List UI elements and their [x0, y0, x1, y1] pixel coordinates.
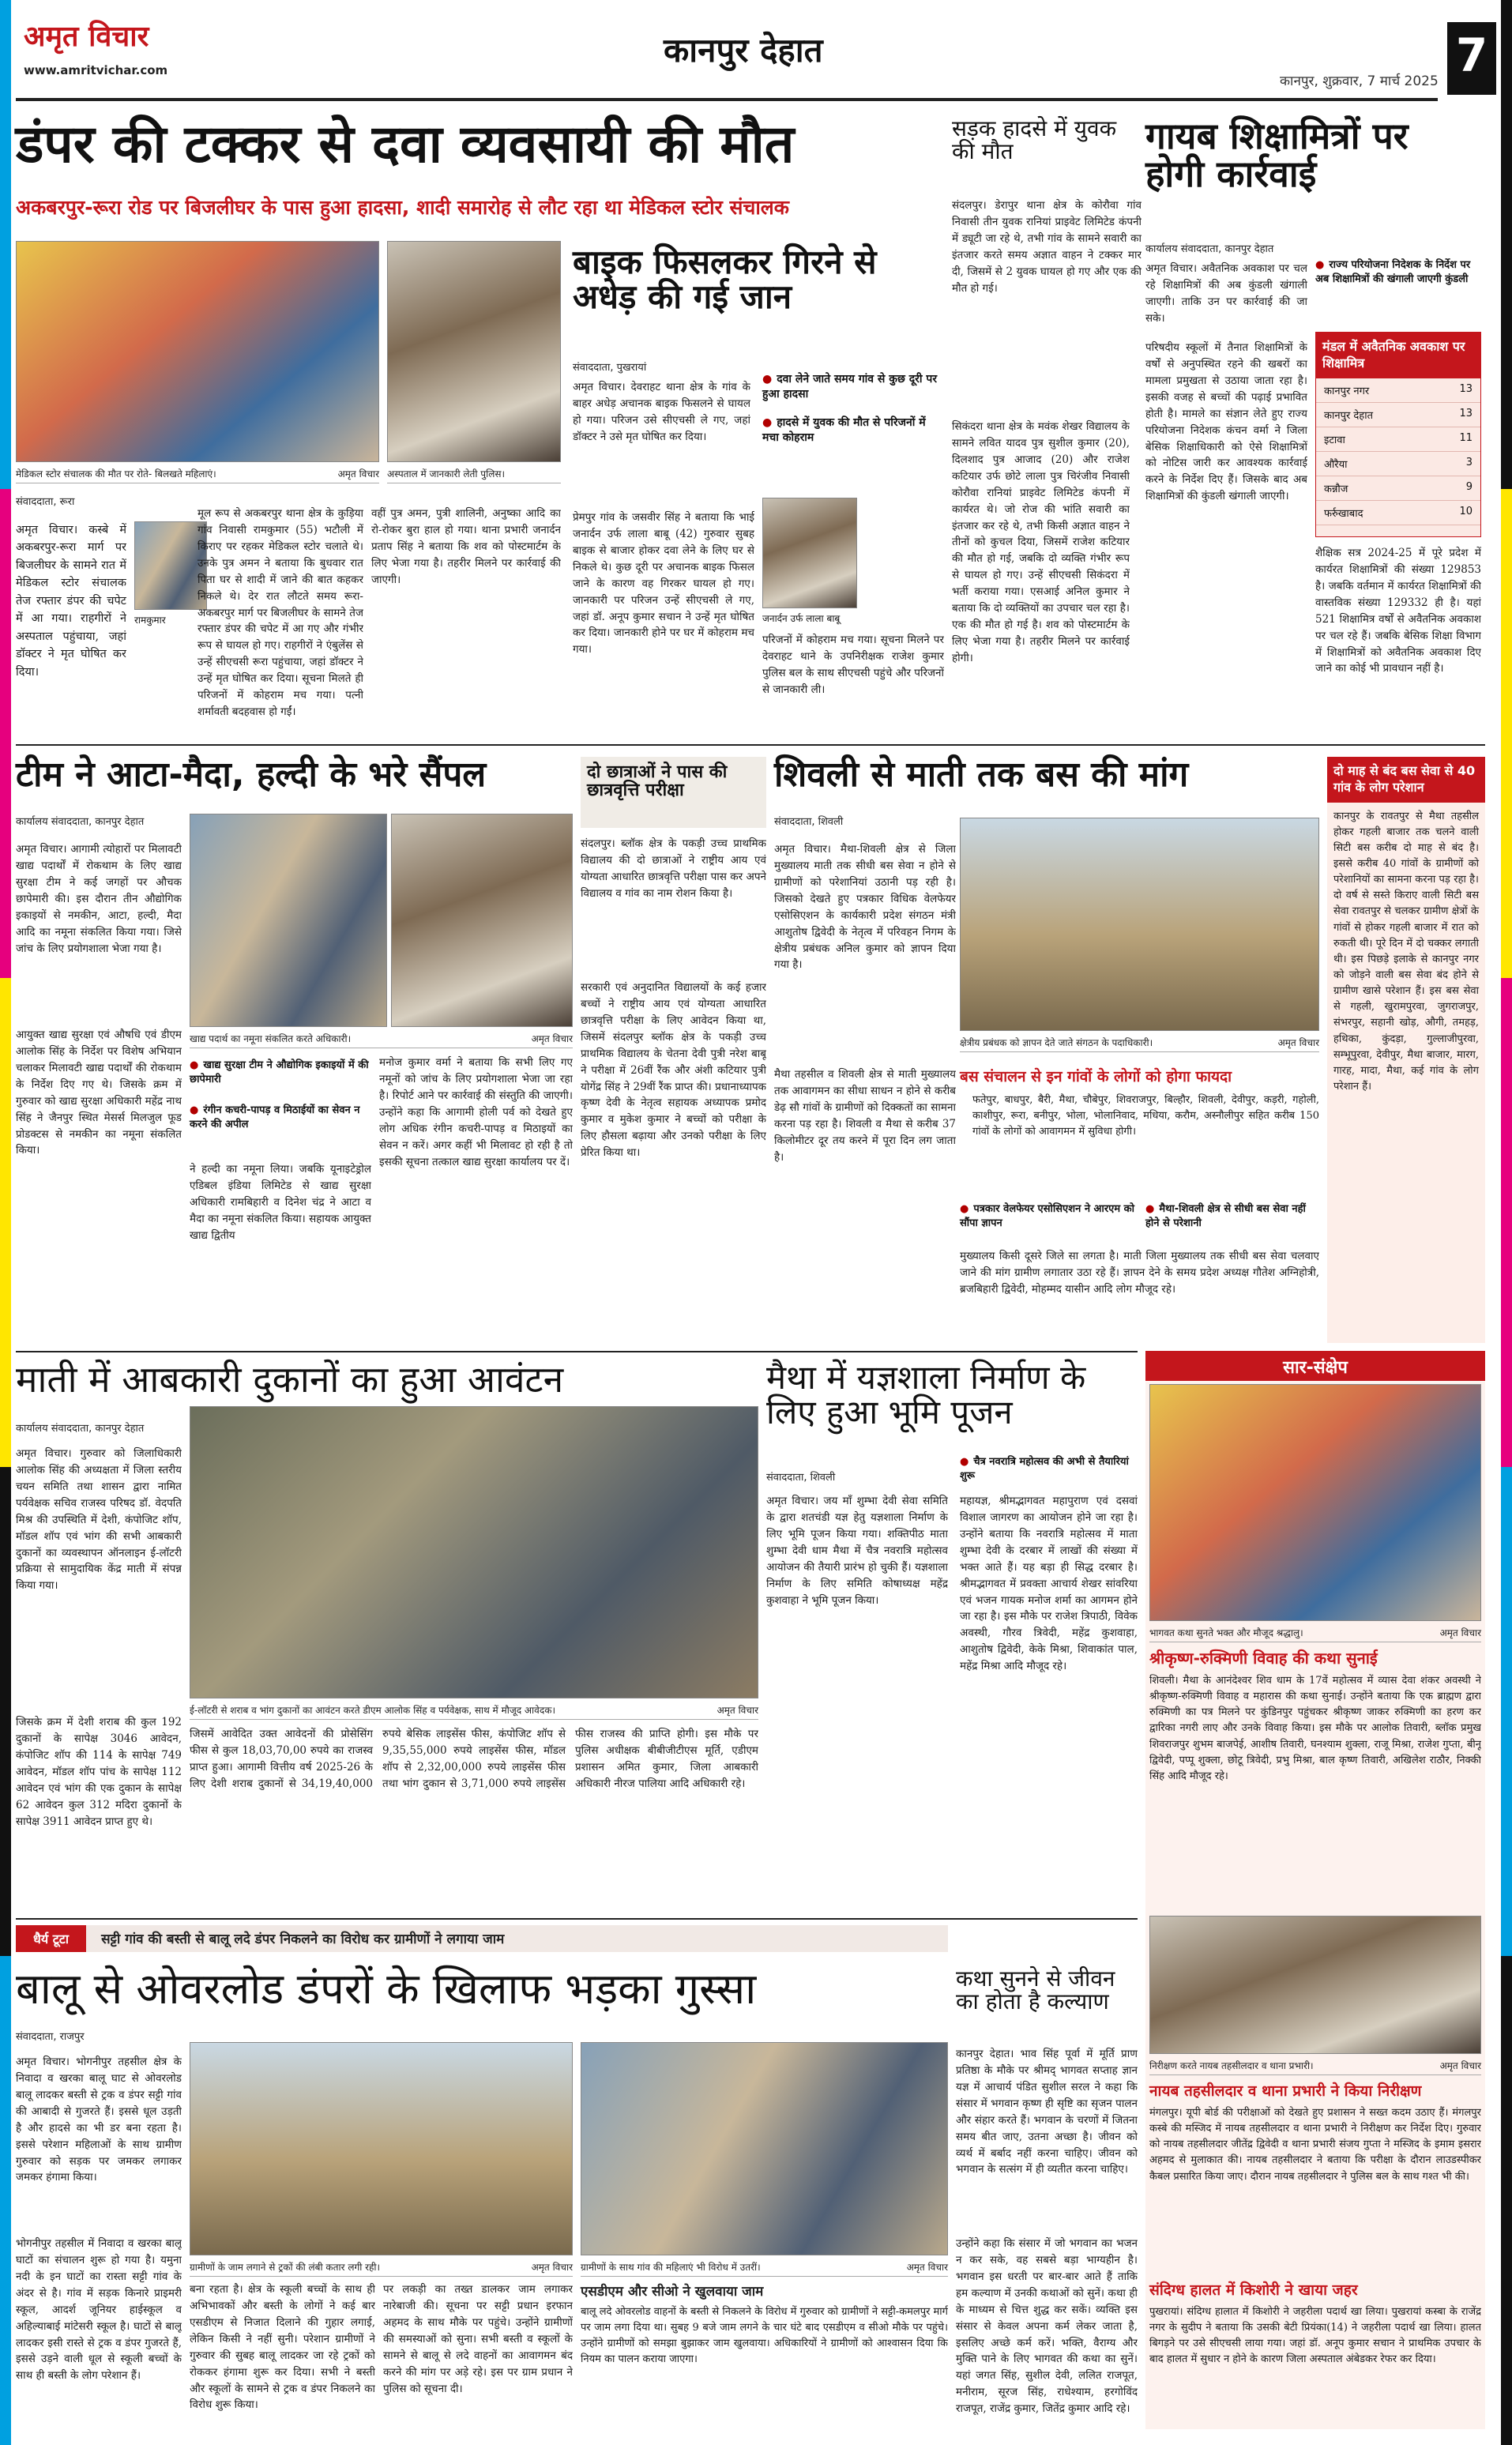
- lead-para-3: वहीं पुत्र अमन, पुत्री शालिनी, अनुष्का आदि का रो-रोकर बुरा हाल हो गया। थाना प्रभारी जनार्दन प्रताप सिंह ने बताया कि शव को पोस्टमार्टम के लिए भेजा गया है। तहरीर मिलने पर कार्रवाई की जाएगी।: [371, 507, 561, 586]
- sand-para-1: अमृत विचार। भोगनीपुर तहसील क्षेत्र के निवादा व खरका बालू घाट से ओवरलोड बालू लादकर बस्ती से ट्रक व डंपर सट्टी गांव की आबादी से गुजरते हैं। इससे धूल उड़ती है और हादसे का भी डर बना रहता है। इससे परेशान महिलाओं के साथ ग्रामीण गुरुवार को सड़क पर जमकर लगाकर जमकर हंगामा किया।: [16, 2056, 182, 2184]
- saar-caption-1-credit: अमृत विचार: [1439, 1627, 1481, 1638]
- sand-headline: बालू से ओवरलोड डंपरों के खिलाफ भड़का गुस्सा: [16, 1964, 757, 2014]
- excise-caption-text: ई-लॉटरी से शराब व भांग दुकानों का आवंटन करते डीएम आलोक सिंह व पर्यवेक्षक, साथ में मौजूद आवेदक।: [190, 1705, 555, 1716]
- sand-photo-1: [190, 2042, 573, 2255]
- katha-para-2: उन्होंने कहा कि संसार में जो भगवान का भजन न कर सके, वह सबसे बड़ा भाग्यहीन है। भगवान इस धरती पर बार-बार आते हैं ताकि हम कल्याण में उनकी कथाओं को सुनें। कथा ही के माध्यम से चित्त शुद्ध कर सकें। व्यक्ति इस संसार से केवल अपना कर्म लेकर जाता है, इसलिए अच्छे कर्म करें। भक्ति, वैराग्य और मुक्ति पाने के लिए भागवत की कथा का सुनें। यहां जगत सिंह, सुशील देवी, ललित राजपूत, मनीराम, सूरज सिंह, राधेश्याम, हरगोविंद राजपूत, राजेंद्र कुमार, जितेंद्र कुमार आदि रहे।: [956, 2237, 1138, 2416]
- bike-para-2b: परिजनों में कोहराम मच गया। सूचना मिलने पर देवराहट थाने के उपनिरीक्षक राजेश कुमार पुलिस बल के साथ सीएचसी पहुंचे और परिजनों से जानकारी ली।: [762, 634, 944, 696]
- lead-subhead: अकबरपुर-रूरा रोड पर बिजलीघर के पास हुआ हादसा, शादी समारोह से लौट रहा था मेडिकल स्टोर संचालक: [16, 196, 789, 219]
- shiksha-district: इटावा: [1324, 434, 1345, 446]
- sand-para-2: भोगनीपुर तहसील में निवादा व खरका बालू घाटों का संचालन शुरू हो गया है। यमुना नदी के इन घाटों का रास्ता सट्टी गांव के अंदर से है। गांव में सड़क किनारे प्राइमरी स्कूल, आदर्श जूनियर हाईस्कूल व अहिल्याबाई मांटेसरी स्कूल है। घाटों से बालू लादकर इसी रास्ते से ट्रक व डंपर गुजरते हैं, इससे उड़ने वाली धूल से स्कूली बच्चों के साथ ही बस्ती के लोग परेशान हैं।: [16, 2237, 182, 2383]
- sand-photo-2-caption: [581, 2258, 948, 2277]
- lead-para-2: मूल रूप से अकबरपुर थाना क्षेत्र के कुड़िया गांव निवासी रामकुमार (55) भटौली में किराए पर रहकर मेडिकल स्टोर चलाते थे। उनके पुत्र अमन ने बताया कि बुधवार रात पिता घर से शादी में जाने की बात कहकर निकले थे। देर रात लौटते समय रूरा-अकबरपुर मार्ग पर बिजलीघर के सामने तेज रफ्तार डंपर की चपेट में आ गए और गंभीर रूप से घायल हो गए। राहगीरों ने एंबुलेंस से उन्हें सीएचसी रूरा पहुंचाया, जहां डॉक्टर ने उन्हें मृत घोषित कर दिया। सूचना मिलते ही परिजनों में कोहराम मच गया। पत्नी शर्मावती बदहवास हो गईं।: [197, 507, 363, 719]
- scholar-headline: दो छात्राओं ने पास की छात्रवृत्ति परीक्षा: [587, 762, 728, 801]
- lead-photo-caption: [16, 465, 379, 483]
- shiksha-byline: कार्यालय संवाददाता, कानपुर देहात: [1145, 243, 1274, 255]
- bus-para-2: मैथा तहसील व शिवली क्षेत्र से माती मुख्यालय तक आवागमन का सीधा साधन न होने से करीब डेढ़ सौ गांवों के ग्रामीणों को दिक्कतों का सामना करना पड़ रहा है। शिवली व मैथा से करीब 37 किलोमीटर दूर तय करने में पूरा दिन लग जाता है।: [774, 1068, 956, 1164]
- bus-caption-credit: अमृत विचार: [1277, 1037, 1319, 1048]
- shiksha-district: कन्नौज: [1324, 483, 1348, 495]
- team-caption-text: खाद्य पदार्थ का नमूना संकलित करते अधिकारी।: [190, 1033, 352, 1044]
- road-para-2: सिकंदरा थाना क्षेत्र के मवंक शेखर विद्यालय के सामने लवित यादव पुत्र सुशील कुमार (20), दिलशाद पुत्र आजाद (20) और राजेश कटियार उर्फ छोटे लाला पुत्र चिरंजीव निवासी कोरौवा रानियां प्राइवेट लिमिटेड कंपनी में कार्यरत थे। जो रोज की भांति सवारी का इंतजार कर रहे थे, तभी किसी अज्ञात वाहन ने तीनों को कुचल दिया, जिसमें राजेश कटियार की मौत हो गई, जबकि दो व्यक्ति गंभीर रूप से घायल हो गए। उन्हें सीएचसी सिकंदरा में भर्ती कराया गया। एसआई अनिल कुमार ने बताया कि दो व्यक्तियों का उपचार चल रहा है। एक की मौत हो गई है। शव को पोस्टमार्टम के लिए भेजा गया है। तहरीर मिलने पर कार्रवाई होगी।: [952, 420, 1130, 664]
- shiksha-count: 10: [1459, 505, 1473, 517]
- saar-story-3-text: पुखरायां। संदिग्ध हालात में किशोरी ने जहरीला पदार्थ खा लिया। पुखरायां कस्बा के राजेंद्र नगर के सुदीप ने बताया कि उसकी बेटी प्रियंका(14) ने जहरीला पदार्थ खा लिया। हालत बिगड़ने पर उसे सीएचसी लाया गया। जहां डॉ. अनूप कुमार सचान ने प्राथमिक उपचार के बाद हालत में सुधार न होने के कारण जिला अस्पताल अंबेडकर रेफर कर दिया।: [1149, 2306, 1481, 2366]
- hospital-caption-text: अस्पताल में जानकारी लेती पुलिस।: [387, 468, 505, 480]
- sand-kicker-headline: सट्टी गांव की बस्ती से बालू लदे डंपर निकलने का विरोध कर ग्रामीणों ने लगाया जाम: [101, 1932, 505, 1947]
- excise-para-1: अमृत विचार। गुरुवार को जिलाधिकारी आलोक सिंह की अध्यक्षता में जिला स्तरीय चयन समिति तथा शासन द्वारा नामित पर्यवेक्षक सचिव राजस्व परिषद डॉ. वेदपति मिश्र की उपस्थिति में देशी, कंपोजिट शॉप, मॉडल शॉप एवं भांग की सभी आबकारी दुकानों का व्यवस्थापन ऑनलाइन ई-लॉटरी प्रक्रिया से सामुदायिक केंद्र माती में संपन्न किया गया।: [16, 1447, 182, 1593]
- sand-caption-2-text: ग्रामीणों के साथ गांव की महिलाएं भी विरोध में उतरीं।: [581, 2262, 761, 2273]
- bus-bullet-1: ● पत्रकार वेलफेयर एसोसिएशन ने आरएम को सौंपा ज्ञापन: [960, 1201, 1138, 1229]
- shiksha-para-3: शैक्षिक सत्र 2024-25 में पूरे प्रदेश में कार्यरत शिक्षामित्रों की संख्या 129853 है। जबकि वर्तमान में कार्यरत शिक्षामित्रों की वास्तविक संख्या 129332 ही है। यहां 521 शिक्षामित्र वर्षों से अवैतनिक अवकाश पर चल रहे हैं। जबकि बेसिक शिक्षा विभाग में शिक्षामित्रों को अवैतनिक अवकाश दिए जाने का कोई भी प्रावधान नहीं है।: [1315, 547, 1481, 675]
- shiksha-para-2: परिषदीय स्कूलों में तैनात शिक्षामित्रों के वर्षों से अनुपस्थित रहने की खबरों का मामला प्रमुखता से उठाया जाता रहा है। इसकी वजह से बच्चों की पढ़ाई प्रभावित होती है। मामले का संज्ञान लेते हुए राज्य परियोजना निदेशक कंचन वर्मा ने जिला बेसिक शिक्षाधिकारी को ऐसे शिक्षामित्रों को नोटिस जारी कर आवश्यक कार्रवाई करने के निर्देश दिए हैं। जिसके बाद अब शिक्षामित्रों की कुंडली खंगाली जाएगी।: [1145, 341, 1307, 503]
- sand-para-3: बना रहता है। क्षेत्र के स्कूली बच्चों के साथ ही अभिभावकों और बस्ती के लोगों ने कई बार एसडीएम से निजात दिलाने की गुहार लगाई, लेकिन किसी ने नहीं सुनी। परेशान ग्रामीणों ने गुरुवार की सुबह बालू लादकर जा रहे ट्रकों को रोककर हंगामा शुरू कर दिया। सभी ने बस्ती और स्कूलों के सामने से ट्रक व डंपर निकलने का विरोध शुरू किया।: [190, 2283, 375, 2412]
- shiksha-headline: गायब शिक्षामित्रों पर होगी कार्रवाई: [1145, 115, 1409, 196]
- shiksha-table-row: [1316, 452, 1480, 476]
- lead-portrait: [134, 521, 207, 610]
- section-rule-1: [16, 744, 1485, 746]
- yagya-para-2: महायज्ञ, श्रीमद्भागवत महापुराण एवं दसवां विशाल जागरण का आयोजन होने जा रहा है। उन्होंने बताया कि नवरात्रि महोत्सव में माता शुम्भा देवी के दरबार में लाखों की संख्या में भक्त आते हैं। यह बड़ा ही सिद्ध दरबार है। श्रीमद्भागवत में प्रवक्ता आचार्य शेखर सांवरिया एवं भजन गायक मनोज शर्मा का आगमन होने जा रहा है। इस मौके पर राजेश त्रिपाठी, विवेक अवस्थी, गौरव त्रिवेदी, महेंद्र कुशवाहा, आशुतोष द्विवेदी, केके मिश्रा, शिवाकांत पाल, महेंद्र मिश्रा आदि मौजूद रहे।: [960, 1495, 1138, 1673]
- shiksha-district: कानपुर देहात: [1324, 409, 1373, 422]
- sand-caption-1-credit: अमृत विचार: [531, 2262, 573, 2273]
- yagya-para-1: अमृत विचार। जय माँ शुम्भा देवी सेवा समिति के द्वारा शतचंडी यज्ञ हेतु यज्ञशाला निर्माण के लिए भूमि पूजन किया गया। शक्तिपीठ माता शुम्भा देवी धाम मैथा में चैत्र नवरात्रि महोत्सव आयोजन की तैयारी प्रारंभ हो चुकी हैं। यज्ञशाला निर्माण के लिए समिति कोषाध्यक्ष महेंद्र कुशवाहा ने भूमि पूजन किया।: [766, 1495, 948, 1607]
- shiksha-table-row: [1316, 501, 1480, 525]
- shiksha-district: कानपुर नगर: [1324, 385, 1370, 397]
- sand-photo-2: [581, 2042, 948, 2255]
- bus-villages-box: [960, 1063, 1319, 1193]
- shiksha-count: 13: [1459, 382, 1473, 395]
- team-bullet-2: ● रंगीन कचरी-पापड़ व मिठाईयों का सेवन न करने की अपील: [190, 1102, 371, 1130]
- excise-para-3: जिसमें आवेदित उक्त आवेदनों की प्रोसेसिंग फीस से कुल 18,03,70,00 रुपये का राजस्व प्राप्त हुआ। आगामी वित्तीय वर्ष 2025-26 के लिए देशी शराब दुकानों से 34,19,40,000 रुपये बेसिक लाइसेंस फीस, कंपोजिट शॉप से 9,35,55,000 रुपये लाइसेंस फीस, मॉडल शॉप से 2,32,00,000 रुपये लाइसेंस फीस तथा भांग दुकान से 3,71,000 रुपये लाइसेंस फीस राजस्व की प्राप्ति होगी। इस मौके पर पुलिस अधीक्षक बीबीजीटीएस मूर्ति, एडीएम प्रशासन अमित कुमार, जिला आबकारी अधिकारी नीरज पालिया आदि अधिकारी रहे।: [190, 1728, 758, 1790]
- team-headline: टीम ने आटा-मैदा, हल्दी के भरे सैंपल: [16, 754, 487, 795]
- team-para-2: आयुक्त खाद्य सुरक्षा एवं औषधि एवं डीएम आलोक सिंह के निर्देश पर विशेष अभियान चलाकर मिलावटी खाद्य पदार्थों की रोकथाम के निर्देश दिए गए थे। जिसके क्रम में गुरुवार को खाद्य सुरक्षा अधिकारी महेंद्र नाथ सिंह ने जैनपुर स्थित मेसर्स मिलजुल फूड प्रोडक्टस से नमकीन का नमूना संकलित किया।: [16, 1029, 182, 1157]
- lead-para-1: अमृत विचार। कस्बे में अकबरपुर-रूरा मार्ग पर बिजलीघर के सामने रात में मेडिकल स्टोर संचालक तेज रफ्तार डंपर की चपेट में आ गया। राहगीरों ने अस्पताल पहुंचाया, जहां डॉक्टर ने मृत घोषित कर दिया।: [16, 524, 126, 679]
- saar-story-2-text: मंगलपुर। यूपी बोर्ड की परीक्षाओं को देखते हुए प्रशासन ने सख्त कदम उठाए हैं। मंगलपुर कस्बे की मस्जिद में नायब तहसीलदार व थाना प्रभारी ने निरीक्षण कर निर्देश दिए। गुरुवार को नायब तहसीलदार जीतेंद्र द्विवेदी व थाना प्रभारी संजय गुप्ता ने मस्जिद के इमाम इसरार अहमद से मुलाकात की। नायब तहसीलदार ने बताया कि परीक्षा के दौरान लाउडस्पीकर कैबल प्रसारित किया जाए। दौरान नायब तहसीलदार ने पुलिस बल के साथ गश्त भी की।: [1149, 2107, 1481, 2183]
- lead-byline: संवाददाता, रूरा: [16, 496, 75, 508]
- shiksha-table-row: [1316, 403, 1480, 427]
- bus-para-1: अमृत विचार। मैथा-शिवली क्षेत्र से जिला मुख्यालय माती तक सीधी बस सेवा न होने से ग्रामीणों को परेशानियां उठानी पड़ रही है। जिसको देखते हुए पत्रकार विधिक वेलफेयर एसोसिएशन के कार्यकारी प्रदेश संगठन मंत्री आशुतोष द्विवेदी के नेतृत्व में परिवहन निगम के क्षेत्रीय प्रबंधक अनिल कुमार को ज्ञापन दिया गया है।: [774, 843, 956, 972]
- sand-box-text: बालू लदे ओवरलोड वाहनों के बस्ती से निकलने के विरोध में गुरुवार को ग्रामीणों ने सट्टी-कमलपुर मार्ग पर जाम लगा दिया था। सुबह 9 बजे जाम लगने के चार घंटे बाद एसडीएम व सीओ मौके पर पहुंचे। उन्होंने ग्रामीणों को समझा बुझाकर जाम खुलवाया। अधिकारियों ने ग्रामीणों को आश्वासन दिया कि नियम का पालन कराया जाएगा।: [581, 2306, 948, 2366]
- shiksha-bullet-1: ● राज्य परियोजना निदेशक के निर्देश पर अब शिक्षामित्रों की खंगाली जाएगी कुंडली: [1315, 257, 1481, 285]
- bike-bullet-1: ● दवा लेने जाते समय गांव से कुछ दूरी पर हुआ हादसा: [762, 371, 944, 401]
- road-bullet-1: ● हादसे में युवक की मौत से परिजनों में मचा कोहराम: [762, 415, 944, 445]
- scholar-para-2: सरकारी एवं अनुदानित विद्यालयों के कई हजार बच्चों ने राष्ट्रीय आय एवं योग्यता आधारित छात्रवृत्ति परीक्षा के लिए आवेदन किया था, जिसमें संदलपुर ब्लॉक क्षेत्र के पकड़ी उच्च प्राथमिक विद्यालय के चेतना देवी पुत्री नरेश बाबू ने परीक्षा में 26वीं रैंक और अंशी कटियार पुत्री योगेंद्र सिंह ने 29वीं रैंक प्राप्त की। प्रधानाध्यापक कृष्ण देवी के नेतृत्व सहायक अध्यापक प्रमोद कुमार व मुकेश कुमार ने बच्चों को परीक्षा के लिए हौसला बढ़ाया और उनको परीक्षा के लिए प्रेरित किया था।: [581, 981, 766, 1160]
- lead-caption-text: मेडिकल स्टोर संचालक की मौत पर रोते- बिलखते महिलाएं।: [16, 468, 216, 480]
- sand-byline: संवाददाता, राजपुर: [16, 2031, 85, 2043]
- saar-story-1-text: शिवली। मैथा के आनंदेश्वर शिव धाम के 17वें महोत्सव में व्यास देवा शंकर अवस्थी ने श्रीकृष्ण-रुक्मिणी विवाह व महारास की कथा सुनाई। उन्होंने बताया कि एक ब्राह्मण द्वारा रुक्मिणी का पत्र मिलने पर कुंडिनपुर पहुंचकर श्रीकृष्ण जाकर रुक्मिणी का हरण कर द्वारिका नगरी लाए और उनके विवाह किया। इस मौके पर आलोक तिवारी, ब्लॉक प्रमुख शिवराजपुर शुभम बाजपेई, आशीष तिवारी, घनश्याम शुक्ला, राजू मिश्रा, राजेश गुप्ता, बीनू द्विवेदी, पप्पू शुक्ला, छोटू त्रिवेदी, प्रभु मिश्रा, बाल कृष्ण तिवारी, अखिलेश राठौर, निक्की सिंह आदि मौजूद रहे।: [1149, 1675, 1481, 1782]
- bike-headline: बाइक फिसलकर गिरने से अधेड़ की गई जान: [573, 243, 877, 317]
- section-title: कानपुर देहात: [664, 31, 823, 70]
- registration-rail-left: [0, 0, 11, 2445]
- team-photo-1: [190, 814, 387, 1027]
- saar-caption-1-text: भागवत कथा सुनते भक्त और मौजूद श्रद्धालु।: [1149, 1627, 1303, 1638]
- masthead-rule: [16, 98, 1438, 101]
- sand-kicker-bar: [16, 1925, 948, 1952]
- sand-caption-1-text: ग्रामीणों के जाम लगाने से ट्रकों की लंबी कतार लगी रही।: [190, 2262, 381, 2273]
- yagya-bullet-1: ● चैत्र नवरात्रि महोत्सव की अभी से तैयारियां शुरू: [960, 1454, 1138, 1482]
- bike-portrait: [762, 498, 857, 608]
- team-photo-2: [391, 814, 573, 1027]
- excise-byline: कार्यालय संवाददाता, कानपुर देहात: [16, 1423, 145, 1435]
- sand-box-title: एसडीएम और सीओ ने खुलवाया जाम: [581, 2284, 764, 2300]
- shiksha-table-row: [1316, 476, 1480, 501]
- team-para-3: मनोज कुमार वर्मा ने बताया कि सभी लिए गए नमूनों को जांच के लिए प्रयोगशाला भेजा जा रहा है। रिपोर्ट आने पर कार्रवाई की संस्तुति की जाएगी। उन्होंने कहा कि आगामी होली पर्व को देखते हुए लोग अधिक रंगीन कचरी-पापड़ व मिठाइयों का सेवन न करें। अगर कहीं भी मिलावट हो रही है तो इसकी सूचना तत्काल खाद्य सुरक्षा कार्यालय पर दें।: [379, 1056, 573, 1168]
- bus-box-title: बस संचालन से इन गांवों के लोगों को होगा फायदा: [960, 1068, 1232, 1085]
- masthead-date: कानपुर, शुक्रवार, 7 मार्च 2025: [1280, 73, 1439, 89]
- side-bus-title: दो माह से बंद बस सेवा से 40 गांव के लोग परेशान: [1327, 757, 1485, 803]
- shiksha-count: 3: [1465, 456, 1473, 468]
- road-para-1: संदलपुर। डेरापुर थाना क्षेत्र के कोरौवा गांव निवासी तीन युवक रानियां प्राइवेट लिमिटेड कंपनी में ड्यूटी जा रहे थे, तभी गांव के सामने सवारी का इंतजार करते समय अज्ञात वाहन ने टक्कर मार दी, जिसमें से 2 युवक घायल हो गए और एक की मौत हो गई।: [952, 199, 1142, 295]
- masthead-logo: अमृत विचार: [24, 21, 149, 53]
- road-headline: सड़क हादसे में युवक की मौत: [952, 115, 1117, 165]
- scholar-para-1: संदलपुर। ब्लॉक क्षेत्र के पकड़ी उच्च प्राथमिक विद्यालय की दो छात्राओं ने राष्ट्रीय आय एवं योग्यता आधारित छात्रवृत्ति परीक्षा पास कर अपने विद्यालय व गांव का नाम रोशन किया है।: [581, 837, 766, 900]
- saar-photo-1: [1149, 1384, 1481, 1621]
- shiksha-table-box: [1315, 332, 1481, 537]
- scholar-box: [581, 757, 766, 828]
- hospital-photo: [387, 241, 561, 462]
- excise-photo: [190, 1406, 758, 1698]
- saar-photo-2-caption: [1149, 2056, 1481, 2075]
- bus-byline: संवाददाता, शिवली: [774, 816, 844, 828]
- lead-portrait-caption: रामकुमार: [134, 615, 166, 626]
- saar-banner: सार-संक्षेप: [1145, 1351, 1485, 1381]
- shiksha-count: 9: [1465, 480, 1473, 493]
- bike-byline: संवाददाता, पुखरायां: [573, 362, 647, 374]
- excise-headline: माती में आबकारी दुकानों का हुआ आवंटन: [16, 1358, 564, 1401]
- team-byline: कार्यालय संवाददाता, कानपुर देहात: [16, 816, 145, 828]
- bus-para-3: मुख्यालय किसी दूसरे जिले सा लगता है। माती जिला मुख्यालय तक सीधी बस सेवा चलवाए जाने की मांग ग्रामीण लगातार उठा रहे हैं। ज्ञापन देने के समय प्रदेश अध्यक्ष गौतेश अग्निहोत्री, ब्रजबिहारी द्विवेदी, मोहम्मद यासीन आदि लोग मौजूद रहे।: [960, 1250, 1319, 1296]
- lead-caption-credit: अमृत विचार: [337, 468, 379, 480]
- saar-story-3-title: संदिग्ध हालत में किशोरी ने खाया जहर: [1149, 2281, 1358, 2299]
- excise-photo-caption: [190, 1701, 758, 1720]
- sand-para-4: पर लकड़ी का तख्त डालकर जाम लगाकर नारेबाजी की। सूचना पर सट्टी प्रधान इरफान अहमद के साथ मौके पर पहुंचे। उन्होंने ग्रामीणों की समस्याओं को सुना। सभी बस्ती व स्कूलों के सामने से बालू से लदे वाहनों का आवागमन बंद करने की मांग पर अड़े रहे। इस पर ग्राम प्रधान ने पुलिस को सूचना दी।: [383, 2283, 573, 2395]
- katha-headline: कथा सुनने से जीवन का होता है कल्याण: [956, 1965, 1115, 2015]
- saar-photo-1-caption: [1149, 1623, 1481, 1642]
- team-photo-caption: [190, 1029, 573, 1048]
- bus-caption-text: क्षेत्रीय प्रबंधक को ज्ञापन देते जाते संगठन के पदाधिकारी।: [960, 1037, 1153, 1048]
- team-caption-credit: अमृत विचार: [531, 1033, 573, 1044]
- shiksha-district: औरैया: [1324, 458, 1348, 471]
- saar-story-1-title: श्रीकृष्ण-रुक्मिणी विवाह की कथा सुनाई: [1149, 1649, 1378, 1668]
- shiksha-district: फर्रुखाबाद: [1324, 507, 1363, 520]
- masthead-website[interactable]: www.amritvichar.com: [24, 63, 168, 77]
- page-number: 7: [1447, 22, 1496, 95]
- lead-headline: डंपर की टक्कर से दवा व्यवसायी की मौत: [16, 114, 795, 175]
- shiksha-table-title: मंडल में अवैतनिक अवकाश पर शिक्षामित्र: [1316, 333, 1480, 378]
- bus-headline: शिवली से माती तक बस की मांग: [774, 754, 1189, 795]
- excise-para-2: जिसके क्रम में देशी शराब की कुल 192 दुकानों के सापेक्ष 3046 आवेदन, कंपोजिट शॉप की 114 के सापेक्ष 749 आवेदन, मॉडल शॉप पांच के सापेक्ष 112 आवेदन एवं भांग की एक दुकान के सापेक्ष 62 आवेदन कुल 312 मदिरा दुकानों के सापेक्ष 3911 आवेदन प्राप्त हुए थे।: [16, 1716, 182, 1828]
- bike-para-1: अमृत विचार। देवराहट थाना क्षेत्र के गांव के बाहर अधेड़ अचानक बाइक फिसलने से घायल हो गया। परिजन उसे सीएचसी ले गए, जहां डॉक्टर ने उसे मृत घोषित कर दिया।: [573, 381, 750, 443]
- hospital-photo-caption: [387, 465, 561, 483]
- shiksha-table: [1316, 378, 1480, 525]
- saar-caption-2-credit: अमृत विचार: [1439, 2060, 1481, 2071]
- sand-caption-2-credit: अमृत विचार: [906, 2262, 948, 2273]
- sand-box: [581, 2281, 948, 2429]
- bike-para-2: प्रेमपुर गांव के जसवीर सिंह ने बताया कि भाई जनार्दन उर्फ लाला बाबू (42) गुरुवार सुबह बाइक से बाजार होकर दवा लेने के लिए घर से निकले थे। कुछ दूरी पर अचानक बाइक फिसल जाने के कारण वह गिरकर घायल हो गए। जानकारी पर परिजन उन्हें सीएचसी ले गए, जहां डॉ. अनूप कुमार सचान ने उन्हें मृत घोषित कर दिया। जानकारी होने पर घर में कोहराम मच गया।: [573, 511, 754, 656]
- shiksha-table-row: [1316, 378, 1480, 403]
- shiksha-count: 13: [1459, 407, 1473, 419]
- yagya-byline: संवाददाता, शिवली: [766, 1472, 836, 1484]
- shiksha-para-1: अमृत विचार। अवैतनिक अवकाश पर चल रहे शिक्षामित्रों की अब कुंडली खंगाली जाएगी। ताकि उन पर कार्रवाई की जा सके।: [1145, 262, 1307, 325]
- registration-rail-right: [1501, 0, 1512, 2445]
- yagya-headline: मैथा में यज्ञशाला निर्माण के लिए हुआ भूमि पूजन: [766, 1358, 1086, 1432]
- lead-photo: [16, 241, 379, 462]
- sand-photo-1-caption: [190, 2258, 573, 2277]
- side-bus-text: कानपुर के रावतपुर से मैथा तहसील होकर गहली बाजार तक चलने वाली सिटी बस करीब दो माह से बंद है। इससे करीब 40 गांवों के ग्रामीणों को परेशानियों का सामना करना पड़ रहा है। दो वर्ष से सस्ते किराए वाली सिटी बस सेवा रावतपुर से चलकर ग्रामीण क्षेत्रों के गांवों से होकर गहली बाजार में रात को रुकती थी। पूरे दिन में दो चक्कर लगाती थी। इस पिछड़े इलाके से कानपुर नगर को जोड़ने वाली बस सेवा बंद होने से ग्रामीण खासे परेशान हैं। इस बस सेवा से गहली, खुरामपुरवा, जुगराजपुर, संभरपुर, सहानी खोड़, औगी, तमहड़, हथिका, कुंदड़ा, गुल्लाजीपुरवा, सम्भूपुरवा, देवीपुर, मैथा बाजार, मारग, गारह, मादा, मैथा, कई गांव के लोग परेशान हैं।: [1333, 810, 1479, 1093]
- team-para-1: अमृत विचार। आगामी त्योहारों पर मिलावटी खाद्य पदार्थों में रोकथाम के लिए खाद्य सुरक्षा टीम ने कई जगहों पर औचक छापेमारी की। इस दौरान तीन औद्योगिक इकाइयों से नमकीन, आटा, हल्दी, मैदा आदि का नमूना संकलित किया गया। जिसे जांच के लिए प्रयोगशाला भेजा गया है।: [16, 843, 182, 955]
- section-rule-2: [16, 1351, 1138, 1352]
- side-bus-box: [1327, 757, 1485, 1343]
- sand-kicker: धैर्य टूटा: [16, 1925, 86, 1952]
- excise-caption-credit: अमृत विचार: [717, 1705, 758, 1716]
- katha-para-1: कानपुर देहात। भाव सिंह पूर्वा में मूर्ति प्राण प्रतिष्ठा के मौके पर श्रीमद् भागवत सप्ताह ज्ञान यज्ञ में आचार्य पंडित सुशील सरल ने कहा कि संसार में भगवान कृष्ण ही सृष्टि का सृजन पालन और संहार करते हैं। भगवान के चरणों में जितना समय बीत जाए, उतना अच्छा है। जीवन को व्यर्थ में बर्बाद नहीं करना चाहिए। जीवन को भगवान के सत्संग में ही व्यतीत करना चाहिए।: [956, 2048, 1138, 2176]
- team-bullet-1: ● खाद्य सुरक्षा टीम ने औद्योगिक इकाइयों में की छापेमारी: [190, 1057, 371, 1085]
- shiksha-table-row: [1316, 427, 1480, 452]
- bus-bullet-2: ● मैथा-शिवली क्षेत्र से सीधी बस सेवा नहीं होने से परेशानी: [1145, 1201, 1319, 1229]
- bus-photo-caption: [960, 1033, 1319, 1052]
- team-para-2b: ने हल्दी का नमूना लिया। जबकि यूनाइटेड्रोल एडिबल इंडिया लिमिटेड से खाद्य सुरक्षा अधिकारी रामबिहारी व दिनेश चंद्र ने आटा व मैदा का नमूना संकलित किया। सहायक आयुक्त खाद्य द्वितीय: [190, 1163, 371, 1242]
- saar-story-2-title: नायब तहसीलदार व थाना प्रभारी ने किया निरीक्षण: [1149, 2082, 1422, 2100]
- bus-photo: [960, 818, 1319, 1031]
- saar-photo-2: [1149, 1916, 1481, 2054]
- bike-portrait-caption: जनार्दन उर्फ लाला बाबू: [762, 613, 841, 624]
- shiksha-count: 11: [1459, 431, 1473, 444]
- section-rule-3: [16, 1918, 1138, 1920]
- saar-caption-2-text: निरीक्षण करते नायब तहसीलदार व थाना प्रभारी।: [1149, 2060, 1314, 2071]
- bus-box-text: फतेपुर, बाधपुर, बैरी, मैथा, चौबेपुर, शिवराजपुर, बिल्हौर, शिवली, देवीपुर, कड़री, गहोली, काशीपुर, रूरा, बनीपुर, भोला, भोलानिवाद, मधिया, करौम, अस्नौलीपुर सहित करीब 150 गांवों के लोगों को आवागमन में सुविधा होगी।: [972, 1094, 1319, 1138]
- masthead: [16, 16, 1496, 103]
